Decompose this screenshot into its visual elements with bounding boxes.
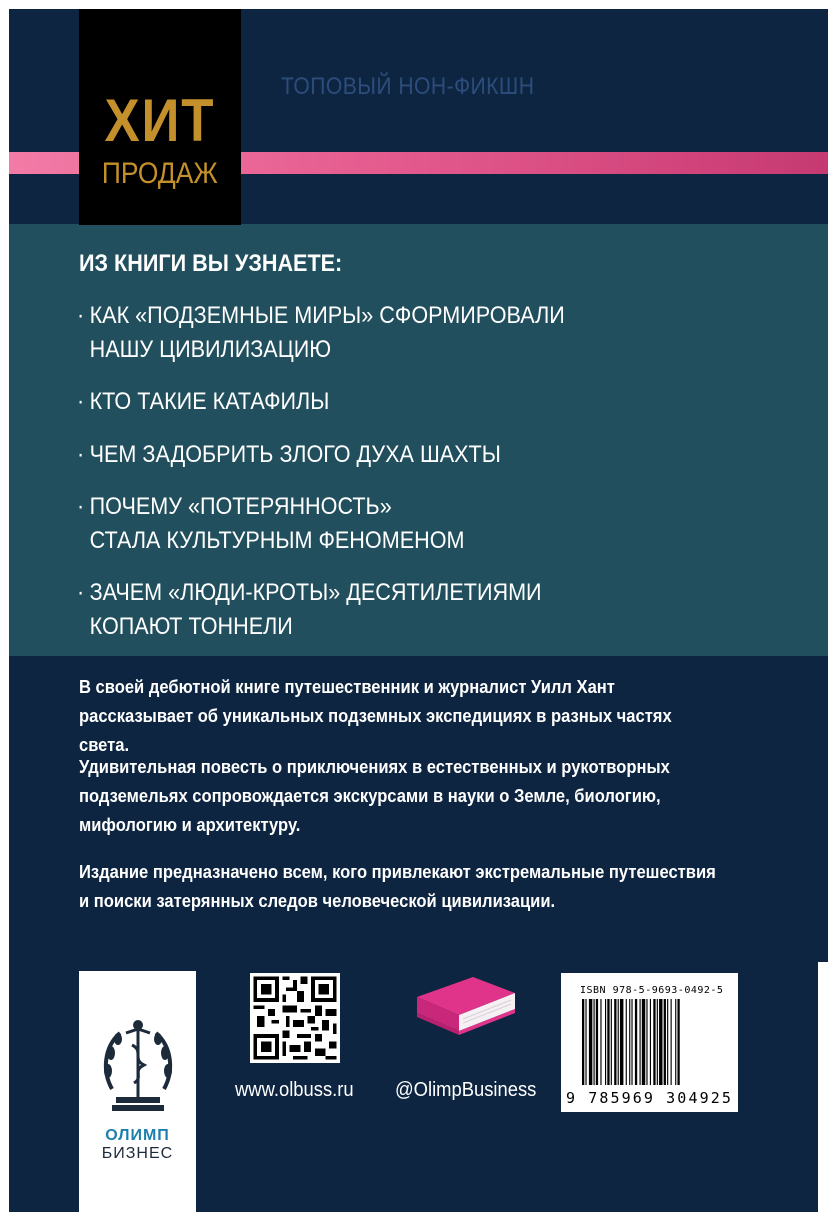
learn-item-line1: ЧЕМ ЗАДОБРИТЬ ЗЛОГО ДУХА ШАХТЫ — [89, 441, 501, 468]
bestseller-badge — [79, 9, 241, 225]
learn-item — [77, 438, 501, 472]
series-label: ТОПОВЫЙ НОН-ФИКШН — [281, 73, 535, 100]
learn-item-line1: КАК «ПОДЗЕМНЫЕ МИРЫ» СФОРМИРОВАЛИ — [89, 302, 565, 329]
barcode-icon — [582, 999, 722, 1085]
description-line: мифологию и архитектуру. — [79, 815, 301, 835]
description-line: Издание предназначено всем, кого привлекают экстремальные путешествия — [79, 862, 716, 882]
learn-item — [77, 490, 465, 558]
bullet-dot: · — [77, 493, 85, 520]
page-edge — [818, 962, 837, 1221]
badge-line2: ПРОДАЖ — [102, 157, 218, 190]
publisher-emblem-icon — [98, 1011, 178, 1121]
learn-item — [77, 576, 542, 644]
social-handle[interactable]: @OlimpBusiness — [395, 1079, 537, 1101]
description-line: и поиски затерянных следов человеческой цивилизации. — [79, 891, 556, 911]
learn-heading: ИЗ КНИГИ ВЫ УЗНАЕТЕ: — [79, 250, 343, 277]
description-paragraph-2 — [79, 753, 723, 840]
publisher-name-line1: ОЛИМП — [105, 1127, 170, 1144]
description-line: подземельях сопровождается экскурсами в науки о Земле, биологию, — [79, 786, 661, 806]
bullet-dot: · — [77, 388, 85, 415]
isbn-digits: 9 785969 304925 — [566, 1089, 733, 1107]
bullet-dot: · — [77, 302, 85, 329]
website-link[interactable]: www.olbuss.ru — [235, 1079, 354, 1101]
learn-item-line2: НАШУ ЦИВИЛИЗАЦИЮ — [89, 336, 332, 363]
description-paragraph-1 — [79, 673, 723, 760]
description-paragraph-3 — [79, 858, 723, 916]
learn-item-line2: КОПАЮТ ТОННЕЛИ — [89, 613, 293, 640]
learn-item-line1: ЗАЧЕМ «ЛЮДИ-КРОТЫ» ДЕСЯТИЛЕТИЯМИ — [89, 579, 542, 606]
qr-code-icon — [250, 973, 340, 1063]
learn-item — [77, 385, 329, 419]
learn-item-line2: СТАЛА КУЛЬТУРНЫМ ФЕНОМЕНОМ — [89, 527, 465, 554]
badge-line1: ХИТ — [104, 87, 216, 154]
publisher-name-line2: БИЗНЕС — [101, 1145, 174, 1162]
description-line: Удивительная повесть о приключениях в естественных и рукотворных — [79, 757, 670, 777]
learn-item-line1: КТО ТАКИЕ КАТАФИЛЫ — [89, 388, 330, 415]
bullet-dot: · — [77, 441, 85, 468]
learn-item-line1: ПОЧЕМУ «ПОТЕРЯННОСТЬ» — [89, 493, 392, 520]
publisher-logo-panel — [79, 971, 196, 1212]
learn-item — [77, 299, 565, 367]
description-line: рассказывает об уникальных подземных экспедициях в разных частях света. — [79, 706, 672, 755]
book-icon — [411, 973, 521, 1043]
isbn-label: ISBN 978-5-9693-0492-5 — [580, 985, 724, 996]
bullet-dot: · — [77, 579, 85, 606]
description-line: В своей дебютной книге путешественник и журналист Уилл Хант — [79, 677, 615, 697]
